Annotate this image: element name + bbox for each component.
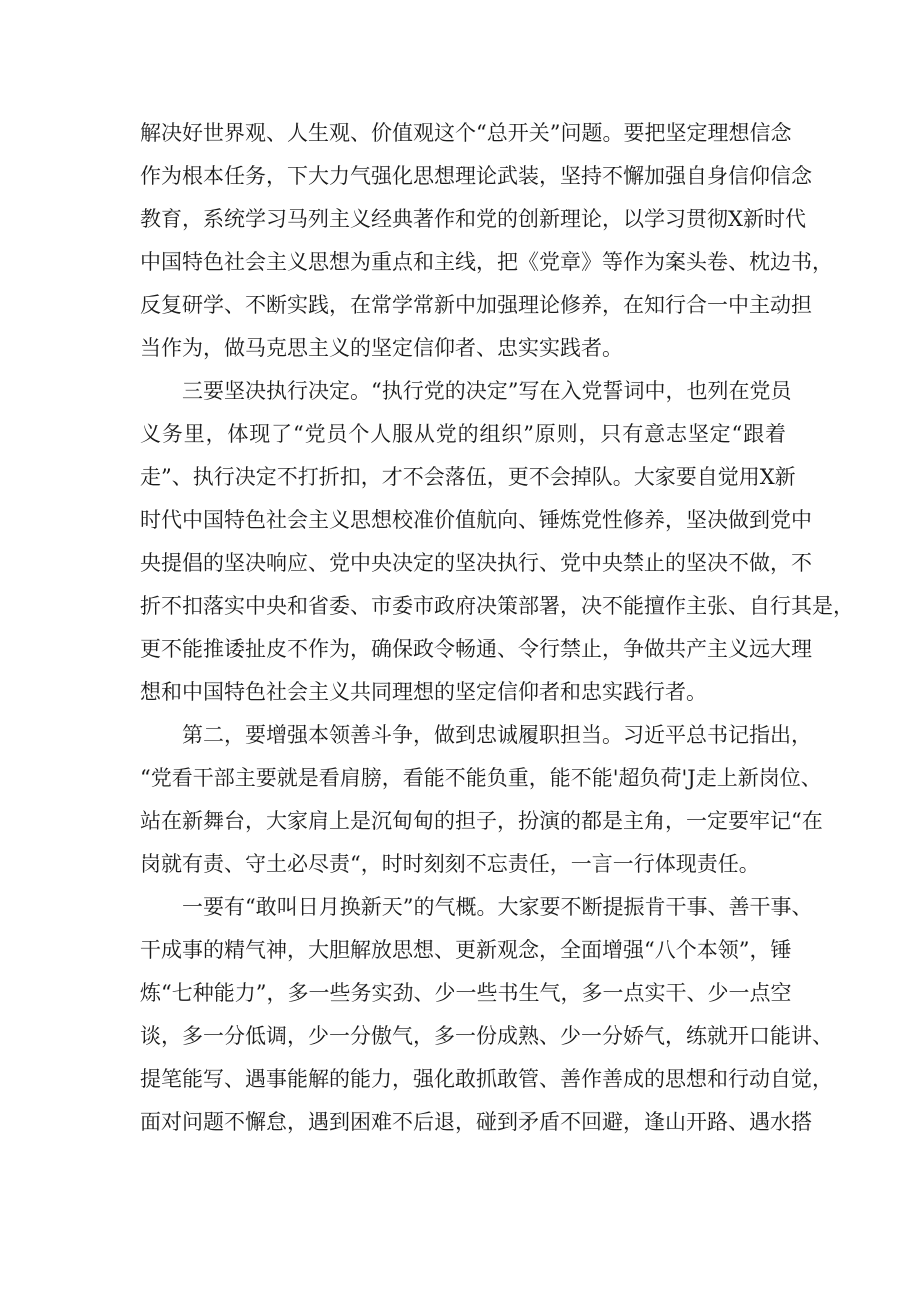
text-line: 走”、执行决定不打折扣，才不会落伍，更不会掉队。大家要自觉用X新 — [140, 465, 796, 489]
text-line: 炼“七种能力”，多一些务实劲、少一些书生气，多一点实干、少一点空 — [140, 981, 792, 1005]
text-line: 教育，系统学习马列主义经典著作和党的创新理论，以学习贯彻X新时代 — [140, 207, 806, 231]
text-line: 提笔能写、遇事能解的能力，强化敢抓敢管、善作善成的思想和行动自觉， — [140, 1067, 833, 1091]
text-line: 折不扣落实中央和省委、市委市政府决策部署，决不能擅作主张、自行其是， — [140, 594, 854, 618]
paragraph-first-line: 第二，要增强本领善斗争，做到忠诚履职担当。习近平总书记指出， — [182, 723, 812, 747]
text-line: 面对问题不懈怠，遇到困难不后退，碰到矛盾不回避，逢山开路、遇水搭 — [140, 1110, 812, 1134]
text-line: 反复研学、不断实践，在常学常新中加强理论修养，在知行合一中主动担 — [140, 293, 812, 317]
text-line: 义务里，体现了“党员个人服从党的组织”原则，只有意志坚定“跟着 — [140, 422, 786, 446]
text-line: 中国特色社会主义思想为重点和主线，把《党章》等作为案头卷、枕边书， — [140, 250, 833, 274]
paragraph-first-line: 三要坚决执行决定。“执行党的决定”写在入党誓词中，也列在党员 — [182, 379, 792, 403]
text-line: 站在新舞台，大家肩上是沉甸甸的担子，扮演的都是主角，一定要牢记“在 — [140, 809, 823, 833]
text-line: 央提倡的坚决响应、党中央决定的坚决执行、党中央禁止的坚决不做，不 — [140, 551, 812, 575]
text-line: 谈，多一分低调，少一分傲气，多一份成熟、少一分娇气，练就开口能讲、 — [140, 1024, 833, 1048]
text-line: 岗就有责、守土必尽责“，时时刻刻不忘责任，一言一行体现责任。 — [140, 852, 760, 876]
text-line: 时代中国特色社会主义思想校准价值航向、锤炼党性修养，坚决做到党中 — [140, 508, 812, 532]
text-line: 想和中国特色社会主义共同理想的坚定信仰者和忠实践行者。 — [140, 680, 707, 704]
paragraph-first-line: 一要有“敢叫日月换新天”的气概。大家要不断提振肯干事、善干事、 — [182, 895, 813, 919]
text-line: 当作为，做马克思主义的坚定信仰者、忠实实践者。 — [140, 336, 623, 360]
text-line: “党看干部主要就是看肩膀，看能不能负重，能不能'超负荷'J走上新岗位、 — [140, 766, 822, 790]
text-line: 更不能推诿扯皮不作为，确保政令畅通、令行禁止，争做共产主义远大理 — [140, 637, 812, 661]
document-body — [140, 112, 854, 1144]
text-line: 作为根本任务，下大力气强化思想理论武装，坚持不懈加强自身信仰信念 — [140, 164, 812, 188]
text-line: 干成事的精气神，大胆解放思想、更新观念，全面增强“八个本领”，锤 — [140, 938, 792, 962]
text-line: 解决好世界观、人生观、价值观这个“总开关”问题。要把坚定理想信念 — [140, 121, 792, 145]
